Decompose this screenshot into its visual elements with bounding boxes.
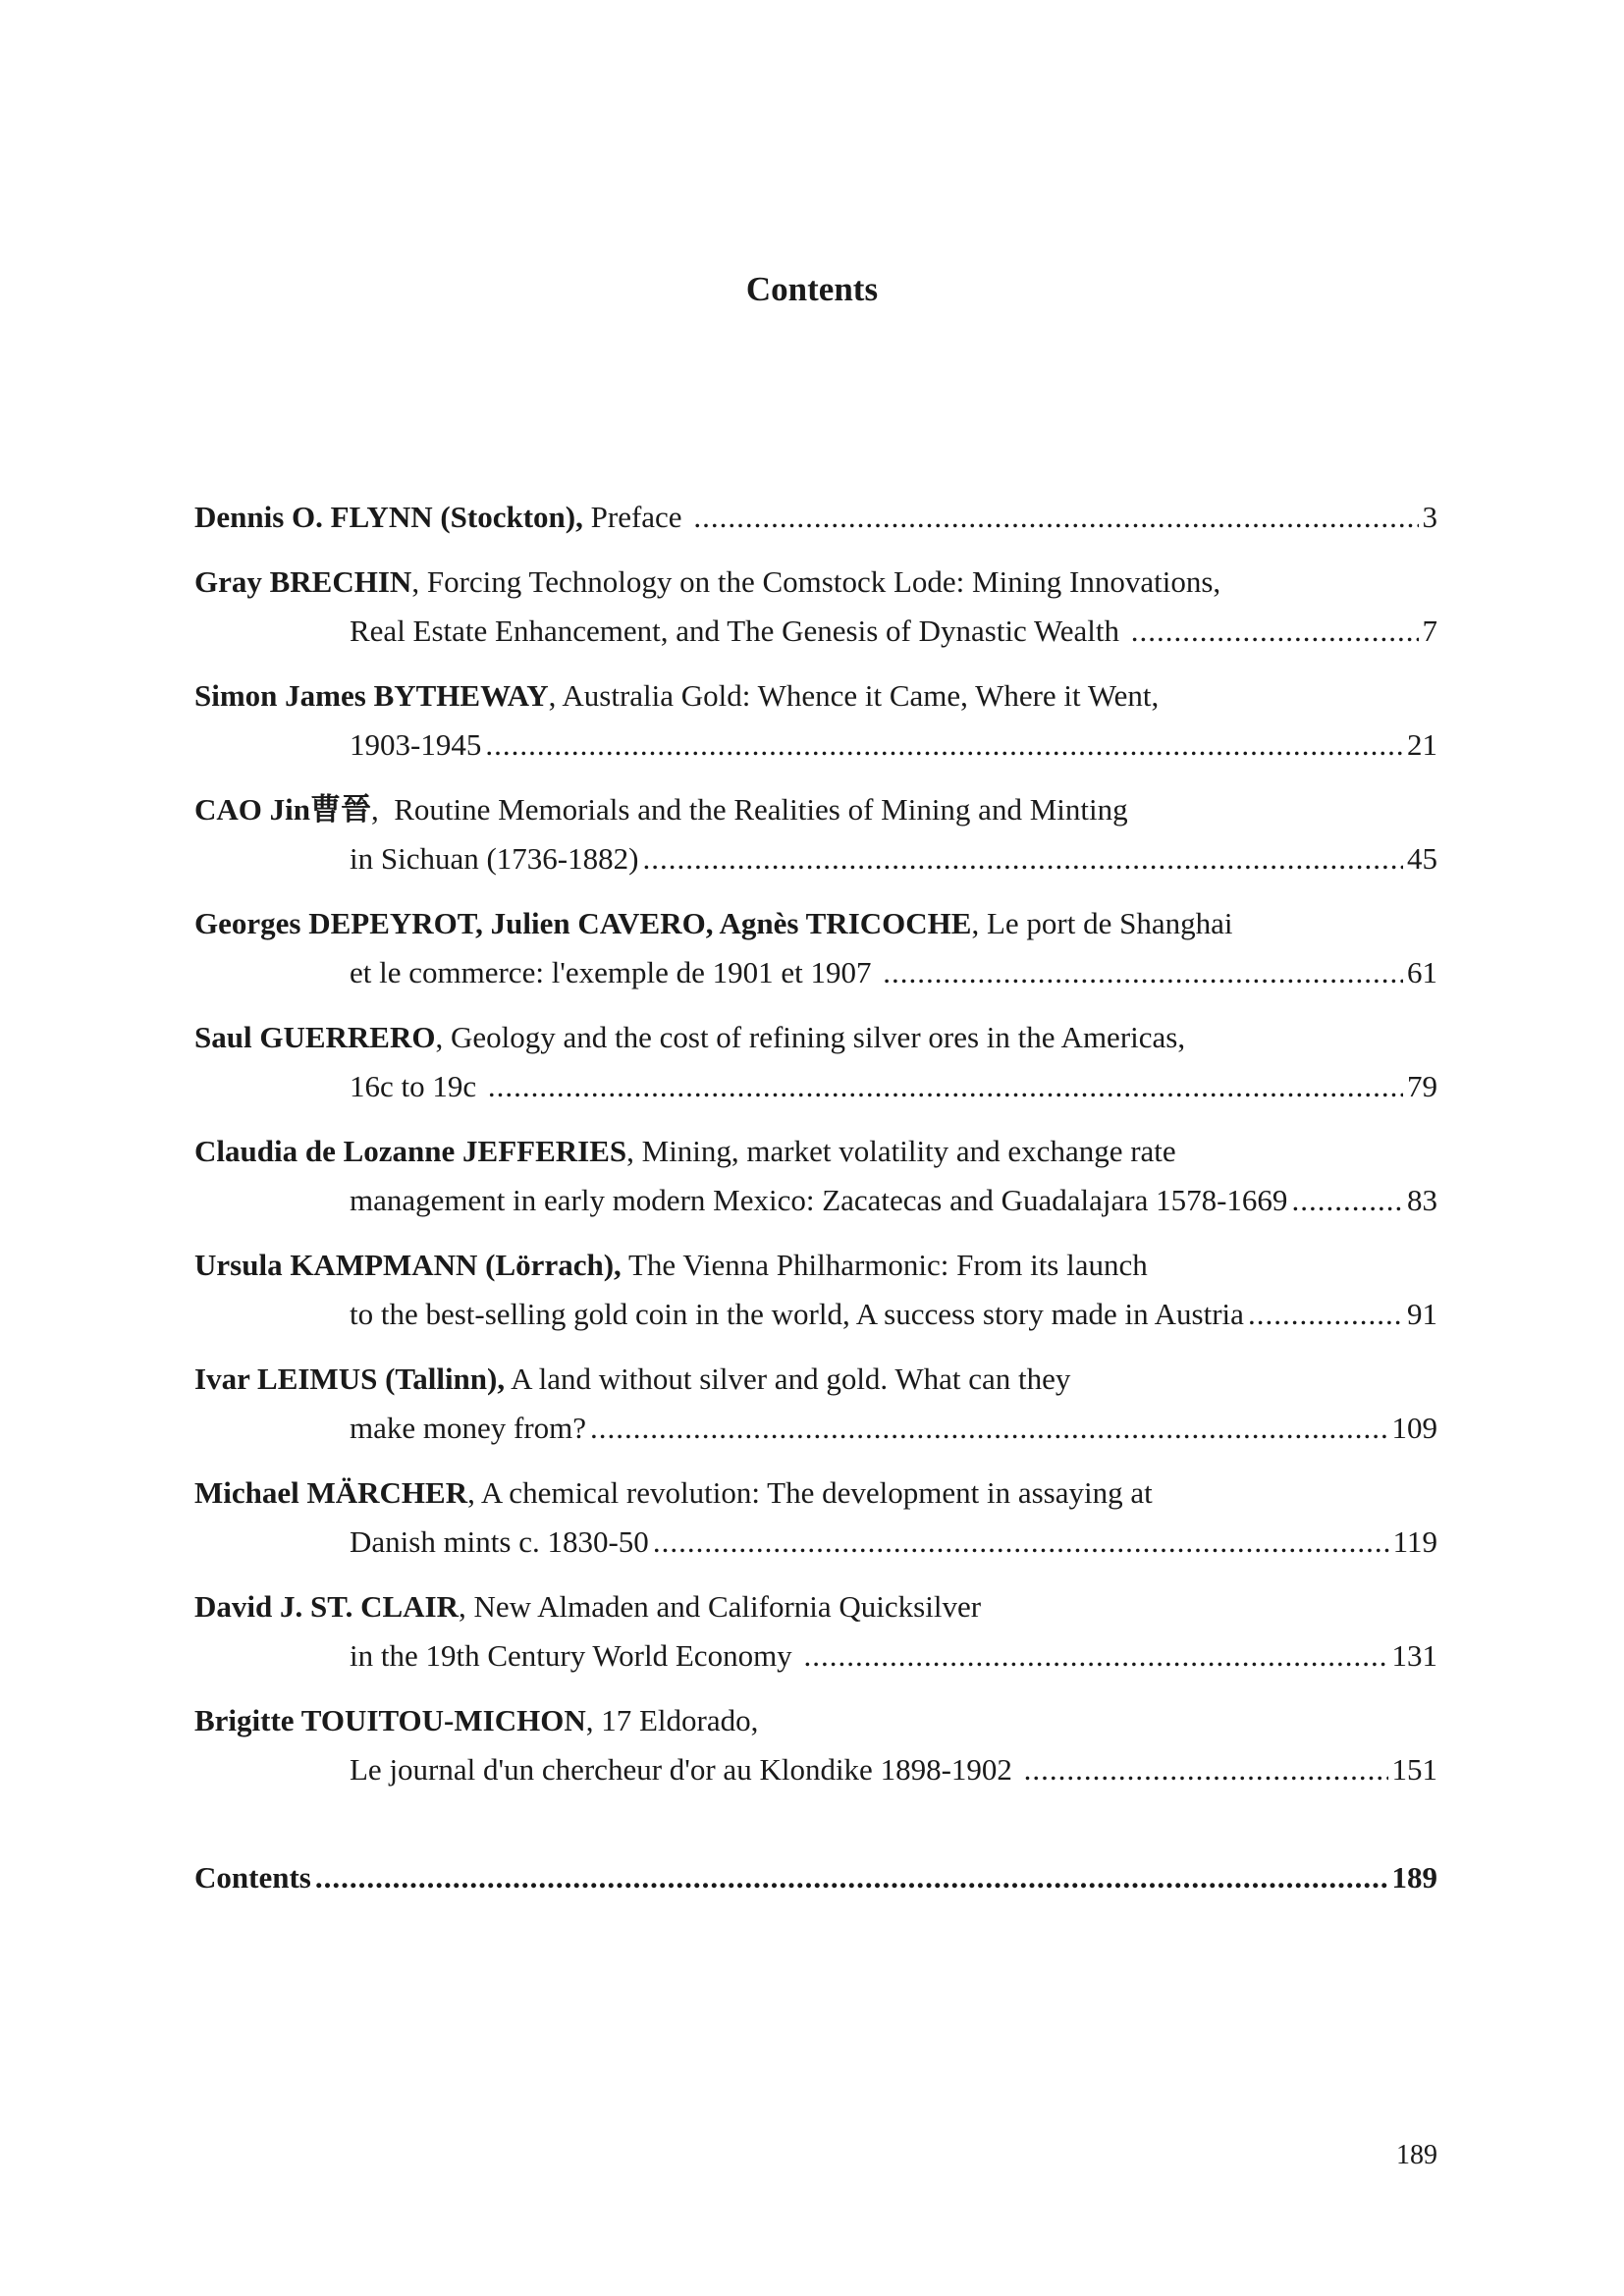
toc-summary-entry[interactable]: [194, 1853, 1437, 1902]
toc-entry-first-line: [194, 785, 1437, 834]
toc-entry-title-text: , Australia Gold: Whence it Came, Where it Went,: [548, 678, 1160, 713]
toc-entry-author: Claudia de Lozanne JEFFERIES: [194, 1134, 627, 1168]
toc-entry-first-line: [194, 1355, 1437, 1404]
dot-leader: [1024, 1745, 1388, 1794]
toc-entry[interactable]: [194, 1013, 1437, 1111]
toc-entry-continuation-line: [194, 1062, 1437, 1111]
dot-leader: [1291, 1176, 1403, 1225]
toc-entry-title-text: in the 19th Century World Economy: [350, 1638, 800, 1673]
toc-entry[interactable]: [194, 1355, 1437, 1453]
dot-leader: [693, 493, 1418, 542]
toc-entry-continuation-line: [194, 1518, 1437, 1567]
toc-entry-title-text: 16c to 19c: [350, 1069, 484, 1103]
toc-entry-title-text: , New Almaden and California Quicksilver: [459, 1589, 982, 1624]
toc-entry-continuation-line: [194, 834, 1437, 883]
toc-entry-author: Ursula KAMPMANN (Lörrach),: [194, 1248, 622, 1282]
toc-entry-title-text: Danish mints c. 1830-50: [350, 1524, 649, 1559]
toc-entry-page: 91: [1407, 1297, 1437, 1331]
dot-leader: [653, 1518, 1389, 1567]
toc-entry-title-text: et le commerce: l'exemple de 1901 et 1907: [350, 955, 880, 989]
toc-summary-label: Contents: [194, 1860, 311, 1895]
toc-entry-author: Simon James BYTHEWAY: [194, 678, 549, 713]
toc-entry-page: 83: [1407, 1183, 1437, 1217]
toc-summary-page: 189: [1391, 1860, 1437, 1895]
toc-entry-first-line: [194, 1127, 1437, 1176]
toc-entry-first-line: [194, 1241, 1437, 1290]
toc-entry-first-line: [194, 493, 1437, 542]
toc-entry-author: Ivar LEIMUS (Tallinn),: [194, 1362, 506, 1396]
toc-entry-first-line: [194, 558, 1437, 607]
page-number: 189: [1396, 2140, 1437, 2170]
toc-entry-continuation-line: [194, 1745, 1437, 1794]
toc-entry-title-text: , Forcing Technology on the Comstock Lode: Mining Innovations,: [411, 564, 1221, 599]
toc-entry[interactable]: [194, 671, 1437, 770]
toc-entry[interactable]: [194, 1582, 1437, 1681]
dot-leader: [803, 1631, 1387, 1681]
toc-entry[interactable]: [194, 558, 1437, 656]
toc-entry-continuation-line: [194, 1290, 1437, 1339]
toc-entry-author: CAO Jin曹晉: [194, 792, 371, 827]
toc-entry-continuation-line: [194, 1176, 1437, 1225]
toc-entry[interactable]: [194, 785, 1437, 883]
toc-entry-author: Dennis O. FLYNN (Stockton),: [194, 500, 583, 534]
toc-entry[interactable]: [194, 899, 1437, 997]
toc-entry-title-text: , Le port de Shanghai: [971, 906, 1233, 940]
toc-entry-page: 109: [1391, 1411, 1437, 1445]
toc-entry-first-line: [194, 1582, 1437, 1631]
toc-entry-author: Gray BRECHIN: [194, 564, 412, 599]
toc-entry-author: Saul GUERRERO: [194, 1020, 436, 1054]
toc-entry-page: 7: [1422, 614, 1437, 648]
toc-entry-title-text: to the best-selling gold coin in the world, A success story made in Austria: [350, 1297, 1244, 1331]
toc-entry[interactable]: [194, 1468, 1437, 1567]
dot-leader: [642, 834, 1403, 883]
dot-leader: [315, 1853, 1388, 1902]
toc-entry-first-line: [194, 1013, 1437, 1062]
table-of-contents: [194, 493, 1437, 1810]
dot-leader: [488, 1062, 1403, 1111]
toc-entry-continuation-line: [194, 948, 1437, 997]
toc-entry-title-text: The Vienna Philharmonic: From its launch: [621, 1248, 1148, 1282]
dot-leader: [883, 948, 1403, 997]
toc-entry[interactable]: [194, 493, 1437, 542]
toc-entry-author: Brigitte TOUITOU-MICHON: [194, 1703, 586, 1737]
toc-entry-page: 119: [1392, 1524, 1437, 1559]
page-title: Contents: [745, 270, 879, 309]
toc-entry-first-line: [194, 899, 1437, 948]
toc-entry-title-text: Le journal d'un chercheur d'or au Klondike 1898-1902: [350, 1752, 1020, 1787]
toc-entry-title-text: , 17 Eldorado,: [585, 1703, 759, 1737]
toc-entry-title-text: Real Estate Enhancement, and The Genesis of Dynastic Wealth: [350, 614, 1127, 648]
toc-entry-continuation-line: [194, 721, 1437, 770]
dot-leader: [1248, 1290, 1403, 1339]
toc-entry-page: 61: [1407, 955, 1437, 989]
toc-entry-title-text: Preface: [582, 500, 690, 534]
toc-entry-page: 45: [1407, 841, 1437, 876]
toc-entry-continuation-line: [194, 1404, 1437, 1453]
toc-entry-author: Georges DEPEYROT, Julien CAVERO, Agnès TRICOCHE: [194, 906, 972, 940]
toc-entry-title-text: , Routine Memorials and the Realities of Mining and Minting: [371, 792, 1128, 827]
toc-entry-page: 151: [1391, 1752, 1437, 1787]
toc-entry-page: 3: [1422, 500, 1437, 534]
toc-entry-title-text: management in early modern Mexico: Zacatecas and Guadalajara 1578-1669: [350, 1183, 1288, 1217]
toc-entry-title-text: make money from?: [350, 1411, 587, 1445]
toc-entry-title-text: , Geology and the cost of refining silver ores in the Americas,: [435, 1020, 1186, 1054]
toc-entry-first-line: [194, 671, 1437, 721]
toc-entry-first-line: [194, 1696, 1437, 1745]
toc-entry[interactable]: [194, 1127, 1437, 1225]
toc-entry-continuation-line: [194, 1631, 1437, 1681]
toc-entry-title-text: , A chemical revolution: The development in assaying at: [467, 1475, 1153, 1510]
toc-entry-title-text: A land without silver and gold. What can they: [505, 1362, 1071, 1396]
toc-entry-page: 21: [1407, 727, 1437, 762]
toc-entry-title-text: 1903-1945: [350, 727, 482, 762]
toc-entry-page: 79: [1407, 1069, 1437, 1103]
dot-leader: [485, 721, 1403, 770]
toc-entry-title-text: in Sichuan (1736-1882): [350, 841, 639, 876]
toc-entry-author: Michael MÄRCHER: [194, 1475, 468, 1510]
toc-entry-first-line: [194, 1468, 1437, 1518]
dot-leader: [1131, 607, 1419, 656]
toc-entry[interactable]: [194, 1696, 1437, 1794]
toc-entry-author: David J. ST. CLAIR: [194, 1589, 460, 1624]
toc-entry-continuation-line: [194, 607, 1437, 656]
toc-entry-page: 131: [1391, 1638, 1437, 1673]
toc-entry-title-text: , Mining, market volatility and exchange rate: [626, 1134, 1176, 1168]
toc-entry[interactable]: [194, 1241, 1437, 1339]
dot-leader: [590, 1404, 1387, 1453]
